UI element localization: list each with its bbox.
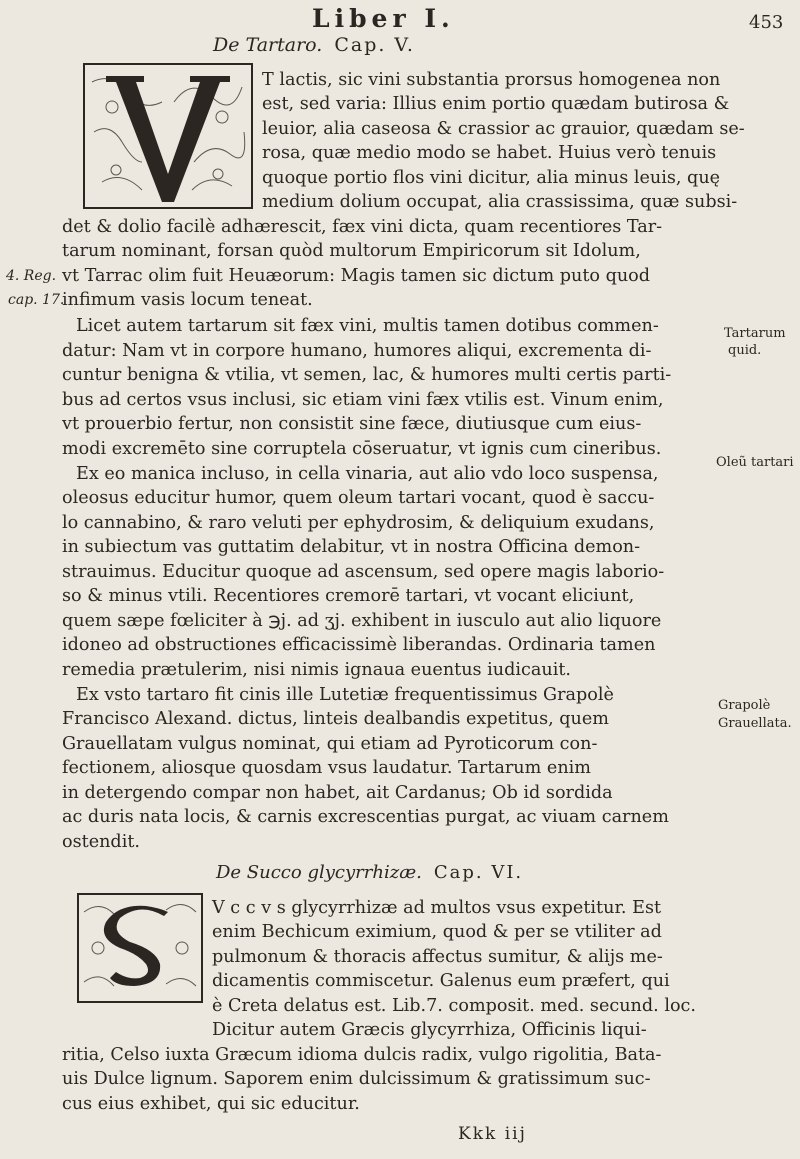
text-line: modi excremēto sine corruptela cōseruatur, vt ignis cum cineribus. bbox=[62, 439, 662, 459]
text-line: cus eius exhibet, qui sic educitur. bbox=[62, 1094, 360, 1114]
text-line: in detergendo compar non habet, ait Cardanus; Ob id sordida bbox=[62, 783, 613, 803]
text-line: ritia, Celso iuxta Græcum idioma dulcis radix, vulgo rigolitia, Bata- bbox=[62, 1045, 662, 1065]
text-line: quem sæpe fœliciter à ℈j. ad ʒj. exhibent in iusculo aut alio liquore bbox=[62, 611, 662, 631]
text-line: leuior, alia caseosa & crassior ac grauior, quædam se- bbox=[262, 119, 745, 139]
text-line: enim Bechicum eximium, quod & per se vtiliter ad bbox=[212, 922, 662, 942]
chapter-title: De Tartaro. bbox=[213, 34, 323, 56]
text-line: strauimus. Educitur quoque ad ascensum, sed opere magis laborio- bbox=[62, 562, 665, 582]
text-line: lo cannabino, & raro veluti per ephydrosim, & deliquium exudans, bbox=[62, 513, 655, 533]
text-line: Licet autem tartarum sit fæx vini, multis tamen dotibus commen- bbox=[76, 316, 659, 336]
text-line: ac duris nata locis, & carnis excrescentias purgat, ac viuam carnem bbox=[62, 807, 669, 827]
text-line: quoque portio flos vini dicitur, alia minus leuis, quę bbox=[262, 168, 721, 188]
chapter-title: De Succo glycyrrhizæ. bbox=[216, 862, 422, 883]
text-line: so & minus vtili. Recentiores cremorē tartari, vt vocant eliciunt, bbox=[62, 586, 635, 606]
text-line: det & dolio facilè adhærescit, fæx vini dicta, quam recentiores Tar- bbox=[62, 217, 663, 237]
text-line: Ex eo manica incluso, in cella vinaria, aut alio vdo loco suspensa, bbox=[76, 464, 659, 484]
text-line: vt Tarrac olim fuit Heuæorum: Magis tamen sic dictum puto quod bbox=[62, 266, 651, 286]
text-line: datur: Nam vt in corpore humano, humores aliqui, excrementa di- bbox=[62, 341, 652, 361]
text-line: medium dolium occupat, alia crassissima, quæ subsi- bbox=[262, 192, 738, 212]
text-line: cuntur benigna & vtilia, vt semen, lac, & humores multi certis parti- bbox=[62, 365, 672, 385]
margin-note-left: cap. 17. bbox=[8, 292, 65, 308]
text-line: idoneo ad obstructiones efficacissimè liberandas. Ordinaria tamen bbox=[62, 635, 656, 655]
text-line: Dicitur autem Græcis glycyrrhiza, Officinis liqui- bbox=[212, 1020, 647, 1040]
margin-note-right: Grauellata. bbox=[718, 716, 792, 731]
margin-note-right: Tartarum bbox=[724, 326, 786, 341]
chapter-heading-2 bbox=[216, 862, 523, 883]
text-line: Ex vsto tartaro fit cinis ille Lutetiæ frequentissimus Grapolè bbox=[76, 685, 614, 705]
signature-mark: Kkk iij bbox=[458, 1124, 527, 1144]
text-line: T lactis, sic vini substantia prorsus homogenea non bbox=[262, 70, 721, 90]
text-line: in subiectum vas guttatim delabitur, vt in nostra Officina demon- bbox=[62, 537, 641, 557]
chapter-number: Cap. V. bbox=[334, 34, 415, 56]
chapter-number: Cap. VI. bbox=[433, 862, 524, 883]
text-line: tarum nominant, forsan quòd multorum Empiricorum sit Idolum, bbox=[62, 241, 641, 261]
decorated-initial-v bbox=[82, 62, 254, 210]
margin-note-left: 4. Reg. bbox=[6, 268, 57, 284]
text-line: Grauellatam vulgus nominat, qui etiam ad Pyroticorum con- bbox=[62, 734, 598, 754]
text-line: est, sed varia: Illius enim portio quædam butirosa & bbox=[262, 94, 730, 114]
text-line: pulmonum & thoracis affectus sumitur, & alijs me- bbox=[212, 947, 663, 967]
text-line: oleosus educitur humor, quem oleum tartari vocant, quod è saccu- bbox=[62, 488, 655, 508]
text-line: fectionem, aliosque quosdam vsus laudatur. Tartarum enim bbox=[62, 758, 591, 778]
margin-note-right: quid. bbox=[728, 343, 762, 358]
text-line: infimum vasis locum teneat. bbox=[62, 290, 313, 310]
text-line: dicamentis commiscetur. Galenus eum præfert, qui bbox=[212, 971, 670, 991]
page-number: 453 bbox=[749, 12, 784, 33]
text-line: remedia prætulerim, nisi nimis ignaua euentus iudicauit. bbox=[62, 660, 571, 680]
text-line: ostendit. bbox=[62, 832, 140, 852]
decorated-initial-s bbox=[76, 892, 204, 1004]
margin-note-right: Oleũ tartari bbox=[716, 455, 794, 470]
text-line: rosa, quæ medio modo se habet. Huius verò tenuis bbox=[262, 143, 717, 163]
text-line: V c c v s glycyrrhizæ ad multos vsus expetitur. Est bbox=[212, 898, 662, 918]
text-line: vt prouerbio fertur, non consistit sine fæce, diutiusque cum eius- bbox=[62, 414, 642, 434]
margin-note-right: Grapolè bbox=[718, 698, 771, 713]
chapter-heading bbox=[213, 34, 415, 56]
text-line: Francisco Alexand. dictus, linteis dealbandis expetitus, quem bbox=[62, 709, 609, 729]
text-line: è Creta delatus est. Lib.7. composit. med. secund. loc. bbox=[212, 996, 696, 1016]
text-line: bus ad certos vsus inclusi, sic etiam vini fæx vtilis est. Vinum enim, bbox=[62, 390, 664, 410]
running-head: Liber I. bbox=[312, 4, 455, 33]
text-line: uis Dulce lignum. Saporem enim dulcissimum & gratissimum suc- bbox=[62, 1069, 651, 1089]
